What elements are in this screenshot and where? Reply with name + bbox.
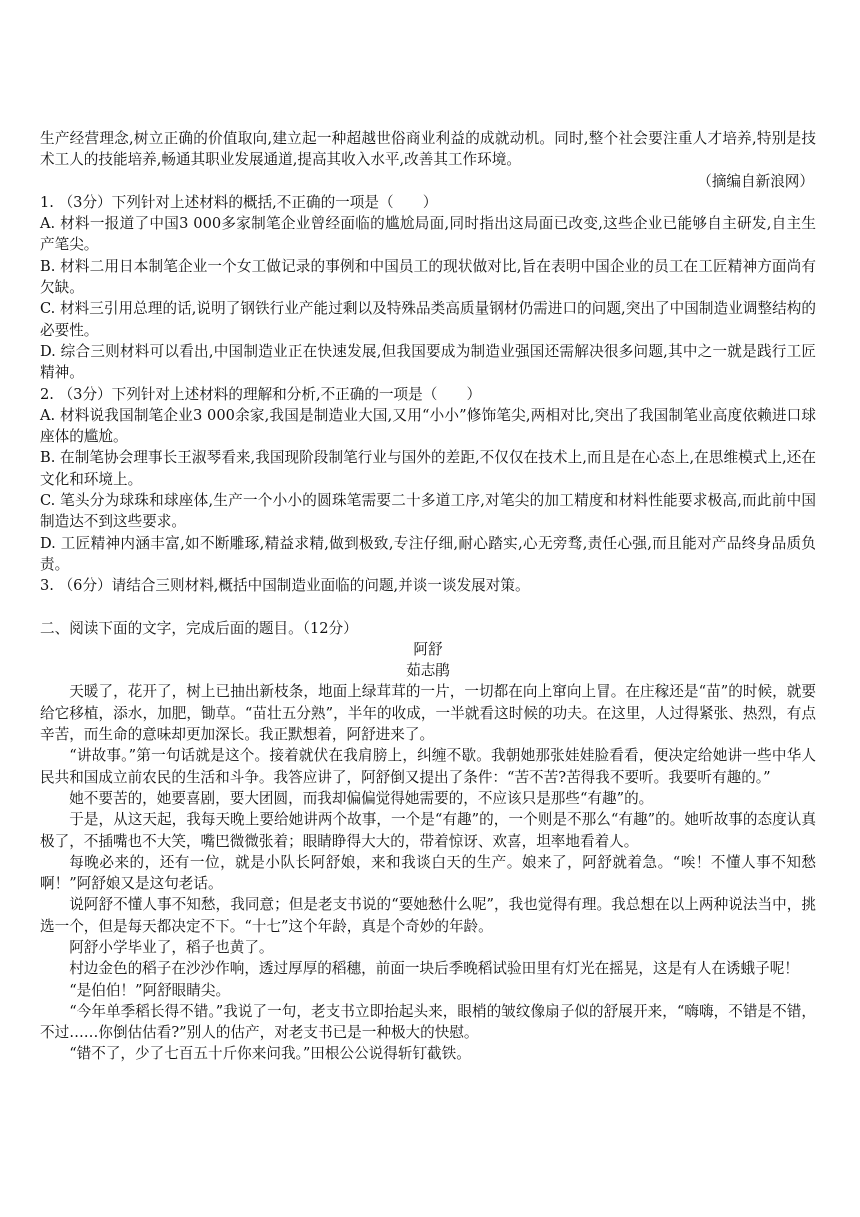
section-2-heading: 二、阅读下面的文字，完成后面的题目。（12分） — [40, 619, 358, 637]
question-2-stem: 2. （3分）下列针对上述材料的理解和分析,不正确的一项是（ ） — [40, 385, 482, 403]
story-title: 阿舒 — [413, 640, 443, 658]
story-paragraph: 说阿舒不懂人事不知愁，我同意；但是老支书说的“要她愁什么呢”，我也觉得有理。我总想在以上两种说法当中，挑选一个，但是每天都决定不下。“十七”这个年龄，真是个奇妙的年龄。 — [40, 896, 816, 935]
material-paragraph-tail: 生产经营理念,树立正确的价值取向,建立起一种超越世俗商业利益的成就动机。同时,整个社会要注重人才培养,特别是技术工人的技能培养,畅通其职业发展通道,提高其收入水平,改善其工作环境。 — [40, 130, 816, 169]
question-2-option-c: C. 笔头分为球珠和球座体,生产一个小小的圆珠笔需要二十多道工序,对笔尖的加工精度和材料性能要求极高,而此前中国制造达不到这些要求。 — [40, 492, 816, 531]
story-paragraph: 每晚必来的，还有一位，就是小队长阿舒娘，来和我谈白天的生产。娘来了，阿舒就着急。“唉！不懂人事不知愁啊！”阿舒娘又是这句老话。 — [40, 853, 816, 893]
question-1-option-a: A. 材料一报道了中国3 000多家制笔企业曾经面临的尴尬局面,同时指出这局面已改变,这些企业已能够自主研发,自主生产笔尖。 — [40, 215, 816, 254]
story-paragraph: 村边金色的稻子在沙沙作响，透过厚厚的稻穗，前面一块后季晚稻试验田里有灯光在摇晃，这是有人在诱蛾子呢！ — [69, 960, 799, 978]
story-paragraph: “错不了，少了七百五十斤你来问我。”田根公公说得斩钉截铁。 — [69, 1045, 471, 1063]
question-1-stem: 1. （3分）下列针对上述材料的概括,不正确的一项是（ ） — [40, 193, 438, 211]
question-2-option-a: A. 材料说我国制笔企业3 000余家,我国是制造业大国,又用“小小”修饰笔尖,两相对比,突出了我国制笔业高度依赖进口球座体的尴尬。 — [40, 406, 816, 446]
question-2-option-d: D. 工匠精神内涵丰富,如不断雕琢,精益求精,做到极致,专注仔细,耐心踏实,心无旁骛,责任心强,而且能对产品终身品质负责。 — [40, 534, 816, 573]
story-paragraph: “是伯伯！”阿舒眼睛尖。 — [69, 981, 231, 999]
document-page — [40, 128, 816, 1065]
question-3-stem: 3. （6分）请结合三则材料,概括中国制造业面临的问题,并谈一谈发展对策。 — [40, 577, 530, 595]
question-1-option-c: C. 材料三引用总理的话,说明了钢铁行业产能过剩以及特殊品类高质量钢材仍需进口的问题,突出了中国制造业调整结构的必要性。 — [40, 300, 816, 339]
question-2-option-b: B. 在制笔协会理事长王淑琴看来,我国现阶段制笔行业与国外的差距,不仅仅在技术上,而且是在心态上,在思维模式上,还在文化和环境上。 — [40, 449, 816, 488]
story-paragraph: 天暖了，花开了，树上已抽出新枝条，地面上绿茸茸的一片，一切都在向上窜向上冒。在庄稼还是“苗”的时候，就要给它移植，添水，加肥，锄草。“苗壮五分熟”，半年的收成，一半就看这时候的功夫。在这里，人过得紧张、热烈，有点辛苦，而生命的意味却更加深长。我正默想着，阿舒进来了。 — [40, 683, 816, 744]
question-1-option-b: B. 材料二用日本制笔企业一个女工做记录的事例和中国员工的现状做对比,旨在表明中国企业的员工在工匠精神方面尚有欠缺。 — [40, 257, 816, 297]
story-author: 茹志鹃 — [406, 662, 450, 680]
source-note: （摘编自新浪网） — [697, 172, 814, 190]
story-paragraph: “今年单季稻长得不错。”我说了一句，老支书立即抬起头来，眼梢的皱纹像扇子似的舒展开来，“嗨嗨，不错是不错，不过……你倒估估看?”别人的估产，对老支书已是一种极大的快慰。 — [40, 1002, 816, 1042]
story-paragraph: 于是，从这天起，我每天晚上要给她讲两个故事，一个是“有趣”的，一个则是不那么“有趣”的。她听故事的态度认真极了，不插嘴也不大笑，嘴巴微微张着；眼睛睁得大大的，带着惊讶、欢喜，坦率地看着人。 — [40, 811, 816, 850]
story-paragraph: 阿舒小学毕业了，稻子也黄了。 — [69, 938, 274, 956]
section-gap — [40, 597, 816, 618]
story-paragraph: “讲故事。”第一句话就是这个。接着就伏在我肩膀上，纠缠不歇。我朝她那张娃娃脸看看，便决定给她讲一些中华人民共和国成立前农民的生活和斗争。我答应讲了，阿舒倒又提出了条件：“苦不苦?苦得我不要听。我要听有趣的。” — [40, 747, 816, 786]
question-1-option-d: D. 综合三则材料可以看出,中国制造业正在快速发展,但我国要成为制造业强国还需解决很多问题,其中之一就是践行工匠精神。 — [40, 342, 816, 382]
story-paragraph: 她不要苦的，她要喜剧，要大团圆，而我却偏偏觉得她需要的，不应该只是那些“有趣”的。 — [69, 789, 654, 807]
